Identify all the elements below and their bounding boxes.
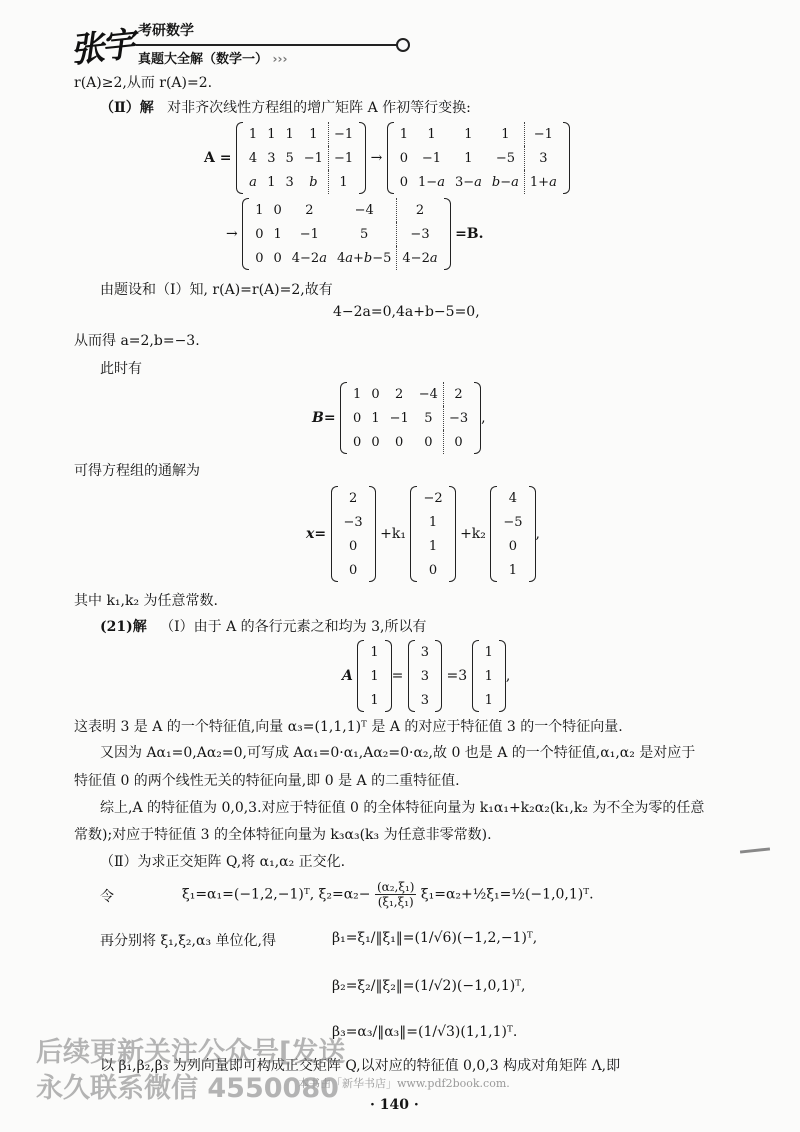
- pen-scratch-mark: [740, 847, 770, 853]
- xi-frac-den: (ξ₁,ξ₁): [377, 895, 414, 909]
- arrow-icon: →: [226, 226, 238, 242]
- arrow-icon: →: [370, 150, 383, 166]
- text-condition: 由题设和（Ⅰ）知, r(A)=r(A)=2,故有: [100, 282, 333, 298]
- q21-text: （Ⅰ）由于 A 的各行元素之和均为 3,所以有: [160, 619, 427, 635]
- beta2-line: β₂=ξ₂/‖ξ₂‖=(1/√2)(−1,0,1)ᵀ,: [332, 978, 526, 994]
- author-signature-logo: 张宇: [68, 24, 135, 72]
- matrix-aug2: 1 1 1 1 −1 0 −1 1 −5 3 0 1−a 3−a b−a 1+a: [387, 122, 570, 194]
- eigen-equation: A 1 1 1 = 3 3 3 =3 1 1 1 ,: [342, 640, 510, 712]
- vector-ones-2: 1 1 1: [472, 640, 506, 712]
- text-eig0-b: 特征值 0 的两个线性无关的特征向量,即 0 是 A 的二重特征值.: [74, 773, 460, 789]
- matrix-aug1: 1 1 1 1 −1 4 3 5 −1 −1 a 1 3 b 1: [236, 122, 366, 194]
- text-summary-a: 综上,A 的特征值为 0,0,3.对应于特征值 0 的全体特征向量为 k₁α₁+k₂α₂(k₁,k₂ 为不全为零的任意: [100, 800, 705, 816]
- text-part2-intro: [100, 97, 471, 117]
- text-a-b-values: 从而得 a=2,b=−3.: [74, 333, 200, 349]
- plus-k2: +k₂: [460, 526, 486, 542]
- watermark-line-2: 永久联系微信 4550080: [36, 1073, 339, 1104]
- augmented-row-2: [226, 198, 484, 270]
- matrix-b-block: B= 1 0 2 −4 2 0 1 −1 5 −3 0 0 0 0 0 ,: [312, 382, 486, 454]
- b-label: B=: [312, 410, 336, 426]
- text-k-constants: 其中 k₁,k₂ 为任意常数.: [74, 593, 218, 609]
- text-eig0-a: 又因为 Aα₁=0,Aα₂=0,可写成 Aα₁=0·α₁,Aα₂=0·α₂,故 0 也是 A 的一个特征值,α₁,α₂ 是对应于: [100, 745, 696, 761]
- xi-tail: ξ₁=α₂+½ξ₁=½(−1,0,1)ᵀ.: [420, 886, 594, 903]
- vector-basis-2: 4 −5 0 1: [490, 486, 535, 582]
- general-solution-equation: x= 2 −3 0 0 +k₁ −2 1 1 0 +k₂ 4 −5 0 1 ,: [306, 486, 540, 582]
- vector-threes: 3 3 3: [408, 640, 442, 712]
- text-equations: 4−2a=0,4a+b−5=0,: [333, 304, 480, 320]
- text-general-solution: 可得方程组的通解为: [74, 463, 200, 479]
- page-number: · 140 ·: [370, 1097, 419, 1113]
- augmented-row-1: [204, 122, 570, 194]
- site-watermark: 本书由「新华书店」www.pdf2book.com.: [298, 1077, 510, 1090]
- arrows-icon: ›››: [272, 52, 288, 66]
- beta1-line: β₁=ξ₁/‖ξ₁‖=(1/√6)(−1,2,−1)ᵀ,: [332, 930, 538, 946]
- a-label: A: [342, 668, 353, 684]
- text-unitize: 再分别将 ξ₁,ξ₂,α₃ 单位化,得: [100, 933, 276, 949]
- xi-head: ξ₁=α₁=(−1,2,−1)ᵀ, ξ₂=α₂−: [182, 886, 371, 903]
- vector-ones-1: 1 1 1: [357, 640, 391, 712]
- aug-label: A =: [204, 150, 232, 166]
- header-circle-icon: [396, 38, 410, 52]
- text-summary-b: 常数);对应于特征值 3 的全体特征向量为 k₃α₃(k₃ 为任意非零常数).: [74, 827, 492, 843]
- text-ling: 令: [100, 889, 114, 905]
- text-eig3: 这表明 3 是 A 的一个特征值,向量 α₃=(1,1,1)ᵀ 是 A 的对应于特征值 3 的一个特征向量.: [74, 719, 623, 735]
- matrix-b: 1 0 2 −4 2 0 1 −1 5 −3 0 0 0 0 0: [340, 382, 481, 454]
- aug3-tail: =B.: [455, 226, 484, 242]
- text-last: 以 β₁,β₂,β₃ 为列向量即可构成正交矩阵 Q,以对应的特征值 0,0,3 构成对角矩阵 Λ,即: [100, 1058, 621, 1074]
- header-rule: [136, 44, 398, 46]
- vector-particular: 2 −3 0 0: [331, 486, 376, 582]
- solution-label: （Ⅱ）解: [100, 100, 154, 116]
- text-line-rank: r(A)≥2,从而 r(A)=2.: [74, 75, 213, 91]
- book-subtitle: [138, 48, 287, 67]
- eq-three: =3: [446, 668, 468, 684]
- text-now: 此时有: [100, 361, 142, 377]
- x-label: x=: [306, 526, 327, 542]
- q21-label: (21)解: [100, 619, 147, 635]
- vector-basis-1: −2 1 1 0: [410, 486, 455, 582]
- matrix-aug3: 1 0 2 −4 2 0 1 −1 5 −3 0 0 4−2a 4a+b−5 4−2a: [242, 198, 450, 270]
- solution-text: 对非齐次线性方程组的增广矩阵 A 作初等行变换:: [167, 100, 471, 116]
- beta3-line: β₃=α₃/‖α₃‖=(1/√3)(1,1,1)ᵀ.: [332, 1024, 518, 1040]
- xi-frac-num: (α₂,ξ₁): [376, 880, 415, 894]
- text-part2: （Ⅱ）为求正交矩阵 Q,将 α₁,α₂ 正交化.: [100, 854, 346, 870]
- book-series-title: 考研数学: [138, 23, 194, 39]
- gram-schmidt-line: [182, 880, 594, 909]
- plus-k1: +k₁: [380, 526, 406, 542]
- xi-fraction: [375, 880, 417, 909]
- subtitle-text: 真题大全解（数学一）: [138, 52, 269, 67]
- text-q21-intro: [100, 616, 426, 636]
- watermark-line-1: 后续更新关注公众号[发送: [36, 1037, 346, 1068]
